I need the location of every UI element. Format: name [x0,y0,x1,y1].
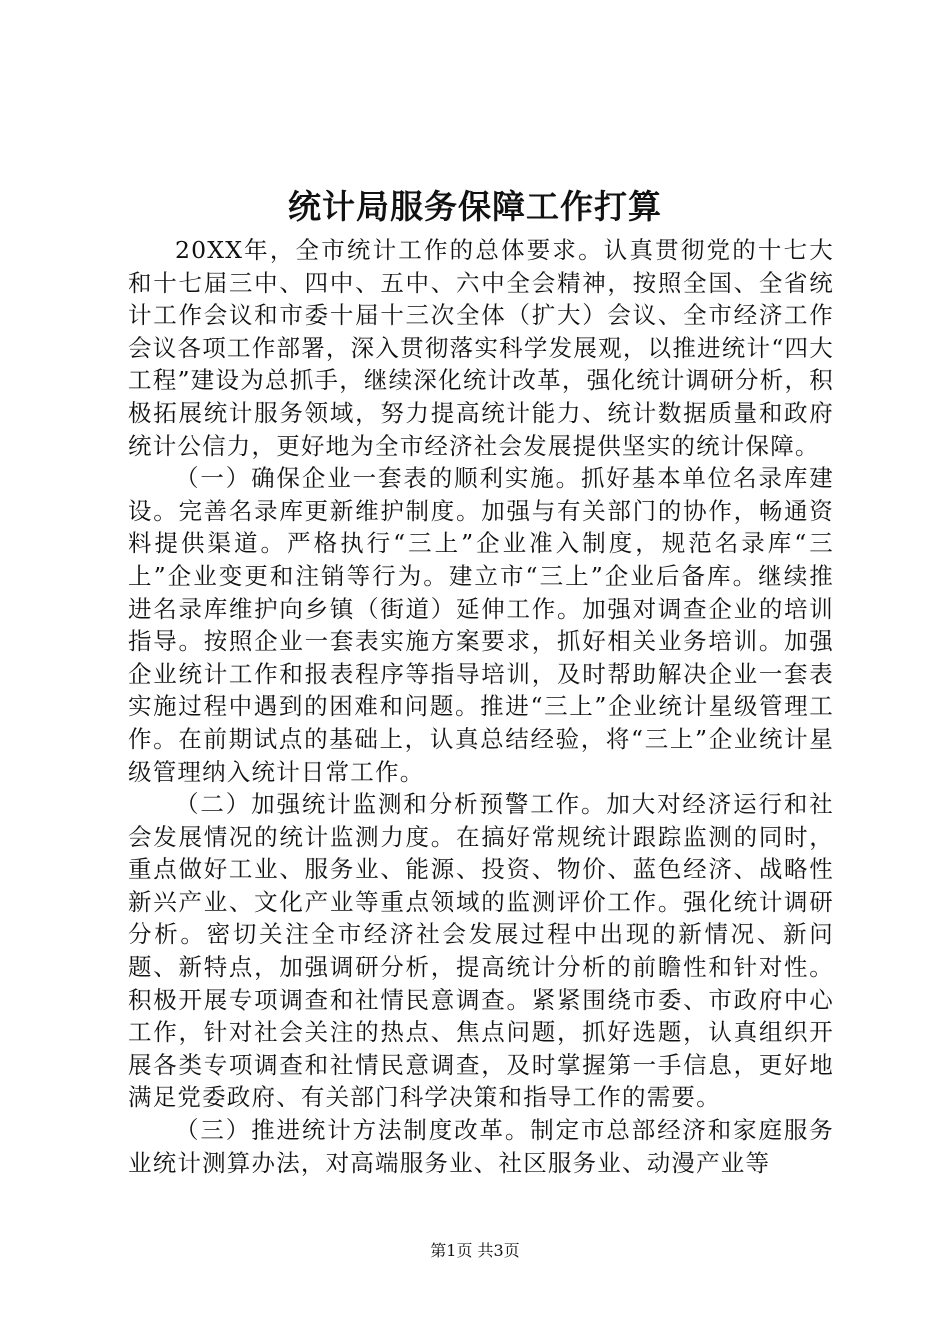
paragraph-section-1: （一）确保企业一套表的顺利实施。抓好基本单位名录库建设。完善名录库更新维护制度。加强与有关部门的协作，畅通资料提供渠道。严格执行“三上”企业准入制度，规范名录库“三上”企业变更和注销等行为。建立市“三上”企业后备库。继续推进名录库维护向乡镇（街道）延伸工作。加强对调查企业的培训指导。按照企业一套表实施方案要求，抓好相关业务培训。加强企业统计工作和报表程序等指导培训，及时帮助解决企业一套表实施过程中遇到的困难和问题。推进“三上”企业统计星级管理工作。在前期试点的基础上，认真总结经验，将“三上”企业统计星级管理纳入统计日常工作。 [128,464,834,786]
page-number-footer: 第1页 共3页 [430,1241,520,1260]
paragraph-section-2: （二）加强统计监测和分析预警工作。加大对经济运行和社会发展情况的统计监测力度。在搞好常规统计跟踪监测的同时，重点做好工业、服务业、能源、投资、物价、蓝色经济、战略性新兴产业、文化产业等重点领域的监测评价工作。强化统计调研分析。密切关注全市经济社会发展过程中出现的新情况、新问题、新特点，加强调研分析，提高统计分析的前瞻性和针对性。积极开展专项调查和社情民意调查。紧紧围绕市委、市政府中心工作，针对社会关注的热点、焦点问题，抓好选题，认真组织开展各类专项调查和社情民意调查，及时掌握第一手信息，更好地满足党委政府、有关部门科学决策和指导工作的需要。 [128,790,834,1112]
document-title: 统计局服务保障工作打算 [288,187,662,226]
paragraph-intro: 20XX年，全市统计工作的总体要求。认真贯彻党的十七大和十七届三中、四中、五中、六中全会精神，按照全国、全省统计工作会议和市委十届十三次全体（扩大）会议、全市经济工作会议各项工作部署，深入贯彻落实科学发展观，以推进统计“四大工程”建设为总抓手，继续深化统计改革，强化统计调研分析，积极拓展统计服务领域，努力提高统计能力、统计数据质量和政府统计公信力，更好地为全市经济社会发展提供坚实的统计保障。 [128,236,834,460]
paragraph-section-3: （三）推进统计方法制度改革。制定市总部经济和家庭服务业统计测算办法，对高端服务业、社区服务业、动漫产业等 [128,1116,834,1177]
document-body [128,234,834,1179]
